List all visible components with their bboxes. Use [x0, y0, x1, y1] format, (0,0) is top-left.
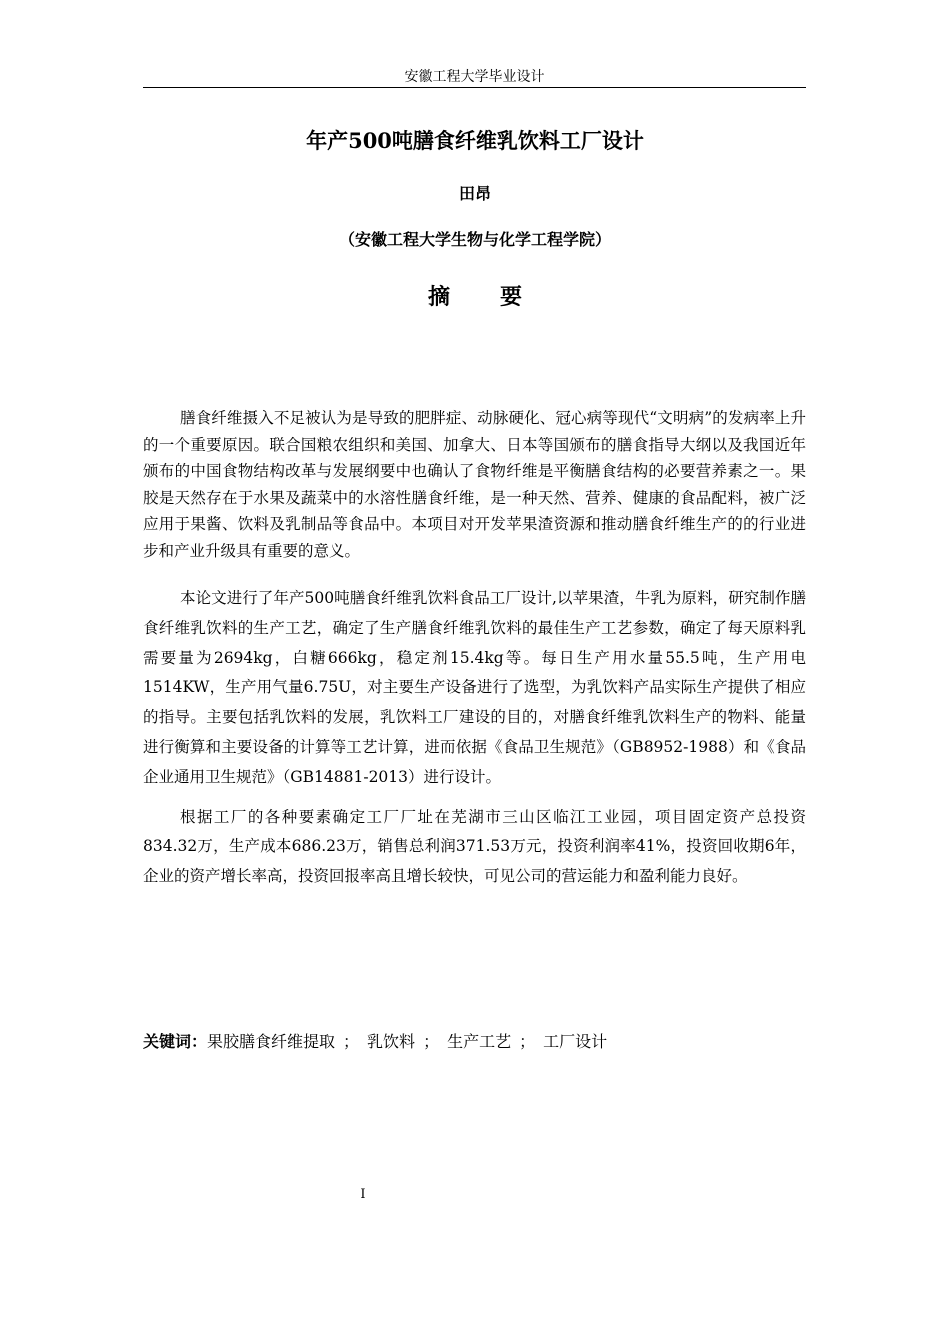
- keyword-item: 生产工艺: [447, 1032, 512, 1051]
- abstract-paragraph-2: 本论文进行了年产500吨膳食纤维乳饮料食品工厂设计,以苹果渣，牛乳为原料，研究制作膳食纤维乳饮料的生产工艺，确定了生产膳食纤维乳饮料的最佳生产工艺参数，确定了每天原料乳需要量为2694kg，白糖666kg，稳定剂15.4kg等。每日生产用水量55.5吨，生产用电1514KW，生产用气量6.75U，对主要生产设备进行了选型，为乳饮料产品实际生产提供了相应的指导。主要包括乳饮料的发展，乳饮料工厂建设的目的，对膳食纤维乳饮料生产的物料、能量进行衡算和主要设备的计算等工艺计算，进而依据《食品卫生规范》（GB8952-1988）和《食品企业通用卫生规范》（GB14881-2013）进行设计。: [143, 589, 806, 786]
- keywords-label: 关键词：: [143, 1032, 208, 1051]
- keyword-item: 工厂设计: [543, 1032, 608, 1051]
- abstract-paragraph-1: 膳食纤维摄入不足被认为是导致的肥胖症、动脉硬化、冠心病等现代“文明病”的发病率上升的一个重要原因。联合国粮农组织和美国、加拿大、日本等国颁布的膳食指导大纲以及我国近年颁布的中国食物结构改革与发展纲要中也确认了食物纤维是平衡膳食结构的必要营养素之一。果胶是天然存在于水果及蔬菜中的水溶性膳食纤维，是一种天然、营养、健康的食品配料，被广泛应用于果酱、饮料及乳制品等食品中。本项目对开发苹果渣资源和推动膳食纤维生产的的行业进步和产业升级具有重要的意义。: [143, 409, 806, 560]
- keyword-item: 果胶膳食纤维提取: [207, 1032, 336, 1051]
- abstract-heading: 摘要: [427, 284, 572, 310]
- author-name: 田昂: [458, 184, 491, 203]
- keyword-separator: ；: [343, 1032, 360, 1051]
- header-text: 安徽工程大学毕业设计: [404, 69, 545, 85]
- keyword-separator: ；: [423, 1032, 440, 1051]
- keyword-item: 乳饮料: [367, 1032, 416, 1051]
- running-header: [143, 68, 806, 88]
- page-number: I: [360, 1187, 366, 1202]
- author-affiliation: （安徽工程大学生物与化学工程学院）: [338, 230, 611, 249]
- abstract-paragraph-3: 根据工厂的各种要素确定工厂厂址在芜湖市三山区临江工业园，项目固定资产总投资834.32万，生产成本686.23万，销售总利润371.53万元，投资利润率41%，投资回收期6年，企业的资产增长率高，投资回报率高且增长较快，可见公司的营运能力和盈利能力良好。: [143, 807, 806, 886]
- abstract-body: [143, 405, 806, 902]
- keyword-separator: ；: [519, 1032, 536, 1051]
- keywords-line: [143, 1028, 607, 1056]
- paper-title: 年产500吨膳食纤维乳饮料工厂设计: [306, 128, 644, 153]
